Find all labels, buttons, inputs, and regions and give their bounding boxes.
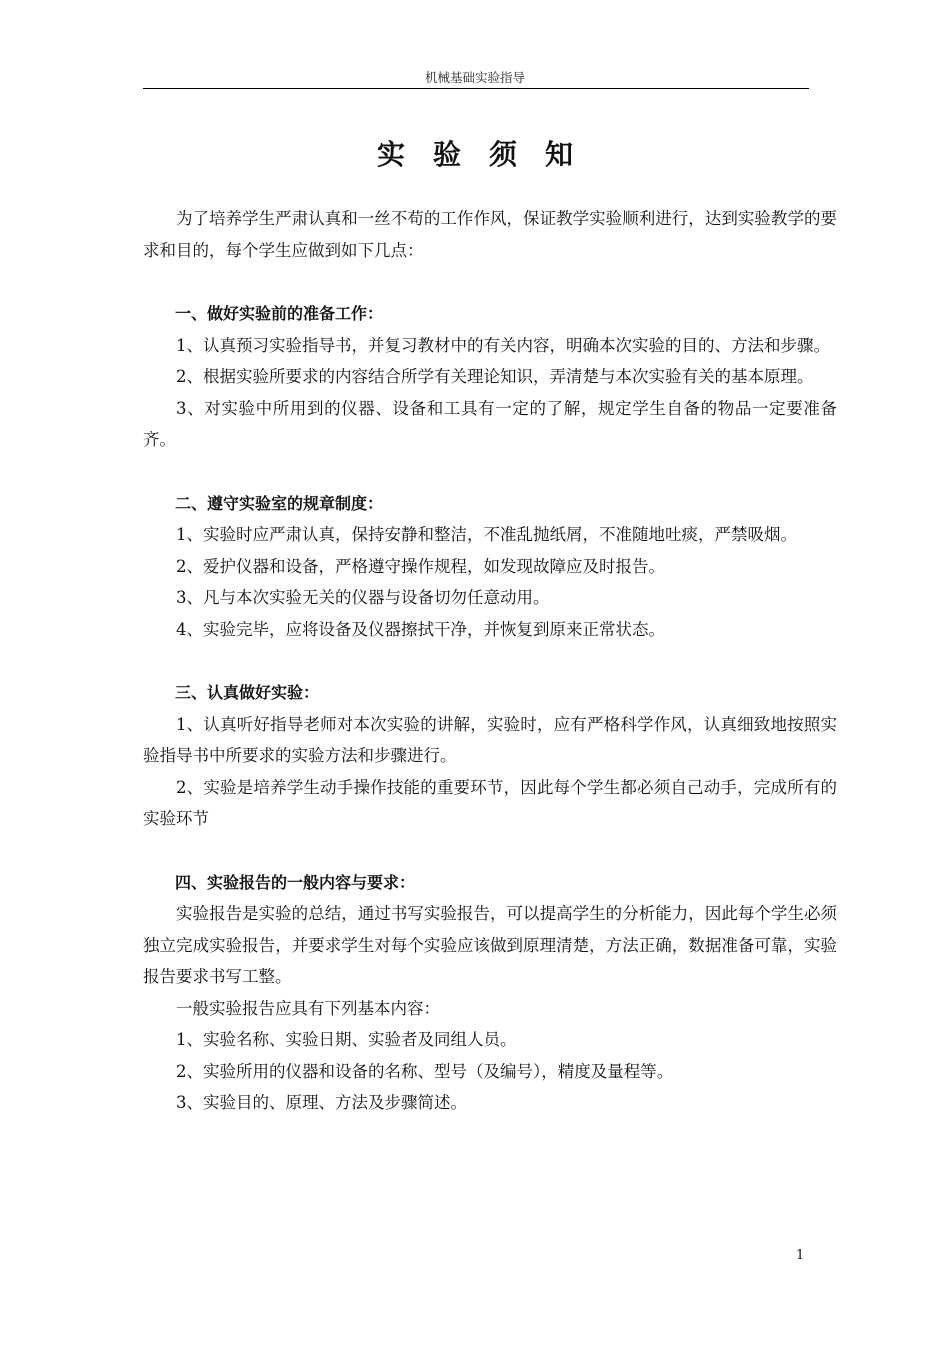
list-item: 4、实验完毕，应将设备及仪器擦拭干净，并恢复到原来正常状态。 [176,619,665,639]
list-item: 2、根据实验所要求的内容结合所学有关理论知识，弄清楚与本次实验有关的基本原理。 [176,367,814,386]
list-item: 实验报告是实验的总结，通过书写实验报告，可以提高学生的分析能力，因此每个学生必须独立完成实验报告，并要求学生对每个实验应该做到原理清楚，方法正确，数据准备可靠，实验报告要求书写工整。 [143,904,837,986]
section-heading-preparation: 一、做好实验前的准备工作： [175,304,384,323]
list-item: 3、凡与本次实验无关的仪器与设备切勿任意动用。 [176,588,550,607]
list-item: 3、实验目的、原理、方法及步骤简述。 [176,1093,467,1112]
list-item: 3、对实验中所用到的仪器、设备和工具有一定的了解，规定学生自备的物品一定要准备齐。 [143,398,837,449]
list-item: 1、实验时应严肃认真，保持安静和整洁，不准乱抛纸屑，不准随地吐痰，严禁吸烟。 [176,525,797,544]
list-item: 2、爱护仪器和设备，严格遵守操作规程，如发现故障应及时报告。 [176,556,665,576]
list-item: 1、认真听好指导老师对本次实验的讲解，实验时，应有严格科学作风，认真细致地按照实验指导书中所要求的实验方法和步骤进行。 [143,714,837,765]
list-item: 1、认真预习实验指导书，并复习教材中的有关内容，明确本次实验的目的、方法和步骤。 [176,335,830,355]
list-item: 2、实验所用的仪器和设备的名称、型号（及编号），精度及量程等。 [176,1061,674,1081]
intro-paragraph: 为了培养学生严肃认真和一丝不苟的工作作风，保证教学实验顺利进行，达到实验教学的要求和目的，每个学生应做到如下几点： [143,209,837,260]
section-heading-conduct: 三、认真做好实验： [175,683,320,702]
section-heading-rules: 二、遵守实验室的规章制度： [175,493,384,513]
document-body [143,203,837,1119]
running-header: 机械基础实验指导 [424,70,525,85]
list-item: 1、实验名称、实验日期、实验者及同组人员。 [176,1030,517,1049]
page-title: 实验须知 [376,138,601,171]
section-heading-report: 四、实验报告的一般内容与要求： [175,872,416,892]
list-item: 一般实验报告应具有下列基本内容： [176,998,440,1018]
header-rule [143,88,809,89]
page-number: 1 [796,1248,805,1263]
list-item: 2、实验是培养学生动手操作技能的重要环节，因此每个学生都必须自己动手，完成所有的实验环节 [143,777,837,828]
